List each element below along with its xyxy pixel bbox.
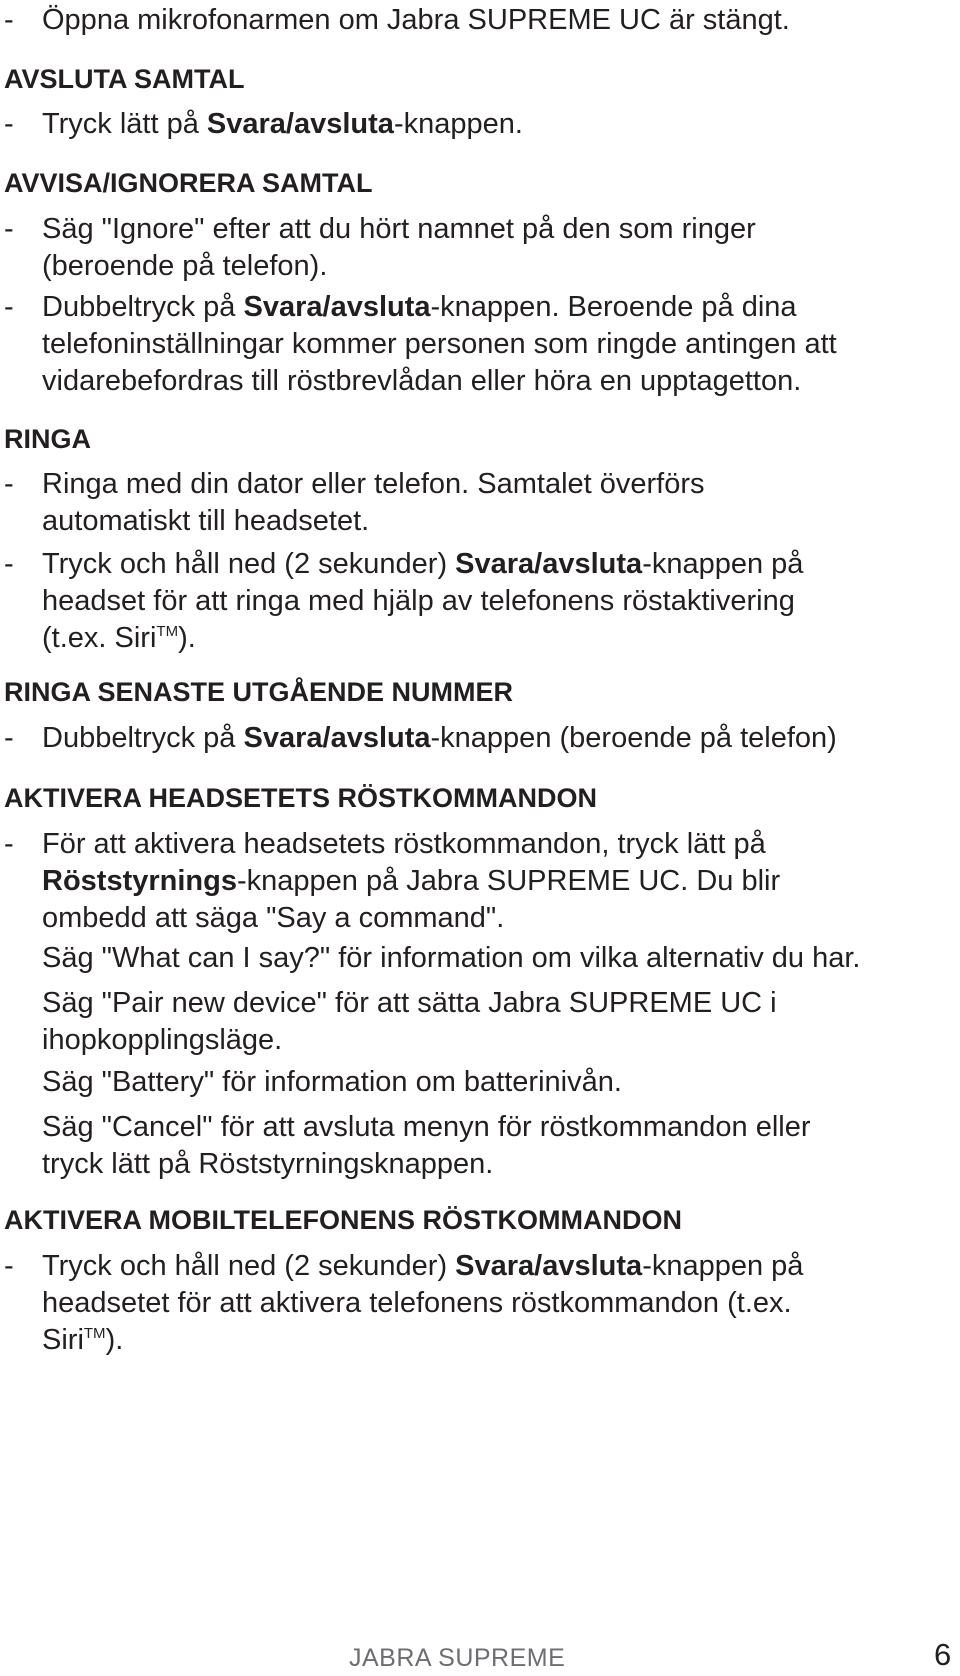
paragraph: Säg "Battery" för information om batterinivån. [42, 1066, 622, 1098]
bullet-dash: - [4, 828, 14, 860]
bullet-text: Säg "Ignore" efter att du hört namnet på den som ringer (beroende på telefon). [42, 213, 756, 282]
bullet-dash: - [4, 4, 14, 36]
section-heading: RINGA SENASTE UTGÅENDE NUMMER [4, 677, 514, 707]
bullet-dash: - [4, 548, 14, 580]
bullet-text: Dubbeltryck på Svara/avsluta-knappen (beroende på telefon) [42, 722, 837, 754]
bullet-dash: - [4, 291, 14, 323]
bullet-text: Dubbeltryck på Svara/avsluta-knappen. Beroende på dina telefoninställningar kommer personen som ringde antingen att vidarebefordras till röstbrevlådan eller höra en upptagetton. [42, 291, 837, 397]
bullet-text: Öppna mikrofonarmen om Jabra SUPREME UC är stängt. [42, 4, 790, 36]
bullet-text: Tryck och håll ned (2 sekunder) Svara/avsluta-knappen på headsetet för att aktivera telefonens röstkommandon (t.ex. Siri™). [42, 1250, 804, 1356]
page-number: 6 [934, 1637, 952, 1672]
trademark-mark: TM [83, 1325, 106, 1342]
paragraph: Säg "What can I say?" för information om vilka alternativ du har. [42, 942, 861, 974]
bullet-dash: - [4, 1250, 14, 1282]
bullet-text: För att aktivera headsetets röstkommandon, tryck lätt på Röststyrnings-knappen på Jabra SUPREME UC. Du blir ombedd att säga "Say a command". [42, 828, 781, 934]
section-heading: AVSLUTA SAMTAL [4, 64, 245, 94]
section-heading: AKTIVERA MOBILTELEFONENS RÖSTKOMMANDON [4, 1205, 682, 1235]
bullet-text: Tryck och håll ned (2 sekunder) Svara/avsluta-knappen på headset för att ringa med hjälp av telefonens röstaktivering (t.ex. Siri™). [42, 548, 804, 654]
bullet-dash: - [4, 213, 14, 245]
bullet-text: Tryck lätt på Svara/avsluta-knappen. [42, 108, 523, 140]
paragraph: Säg "Pair new device" för att sätta Jabra SUPREME UC i ihopkopplingsläge. [42, 987, 777, 1056]
trademark-mark: TM [156, 623, 179, 640]
section-heading: RINGA [4, 424, 91, 454]
section-heading: AVVISA/IGNORERA SAMTAL [4, 168, 373, 198]
bullet-text: Ringa med din dator eller telefon. Samtalet överförs automatiskt till headsetet. [42, 468, 705, 537]
bullet-dash: - [4, 722, 14, 754]
section-heading: AKTIVERA HEADSETETS RÖSTKOMMANDON [4, 783, 598, 813]
bullet-dash: - [4, 468, 14, 500]
paragraph: Säg "Cancel" för att avsluta menyn för röstkommandon eller tryck lätt på Röststyrningsknappen. [42, 1111, 811, 1180]
bullet-dash: - [4, 108, 14, 140]
footer-brand: JABRA SUPREME [349, 1644, 566, 1672]
